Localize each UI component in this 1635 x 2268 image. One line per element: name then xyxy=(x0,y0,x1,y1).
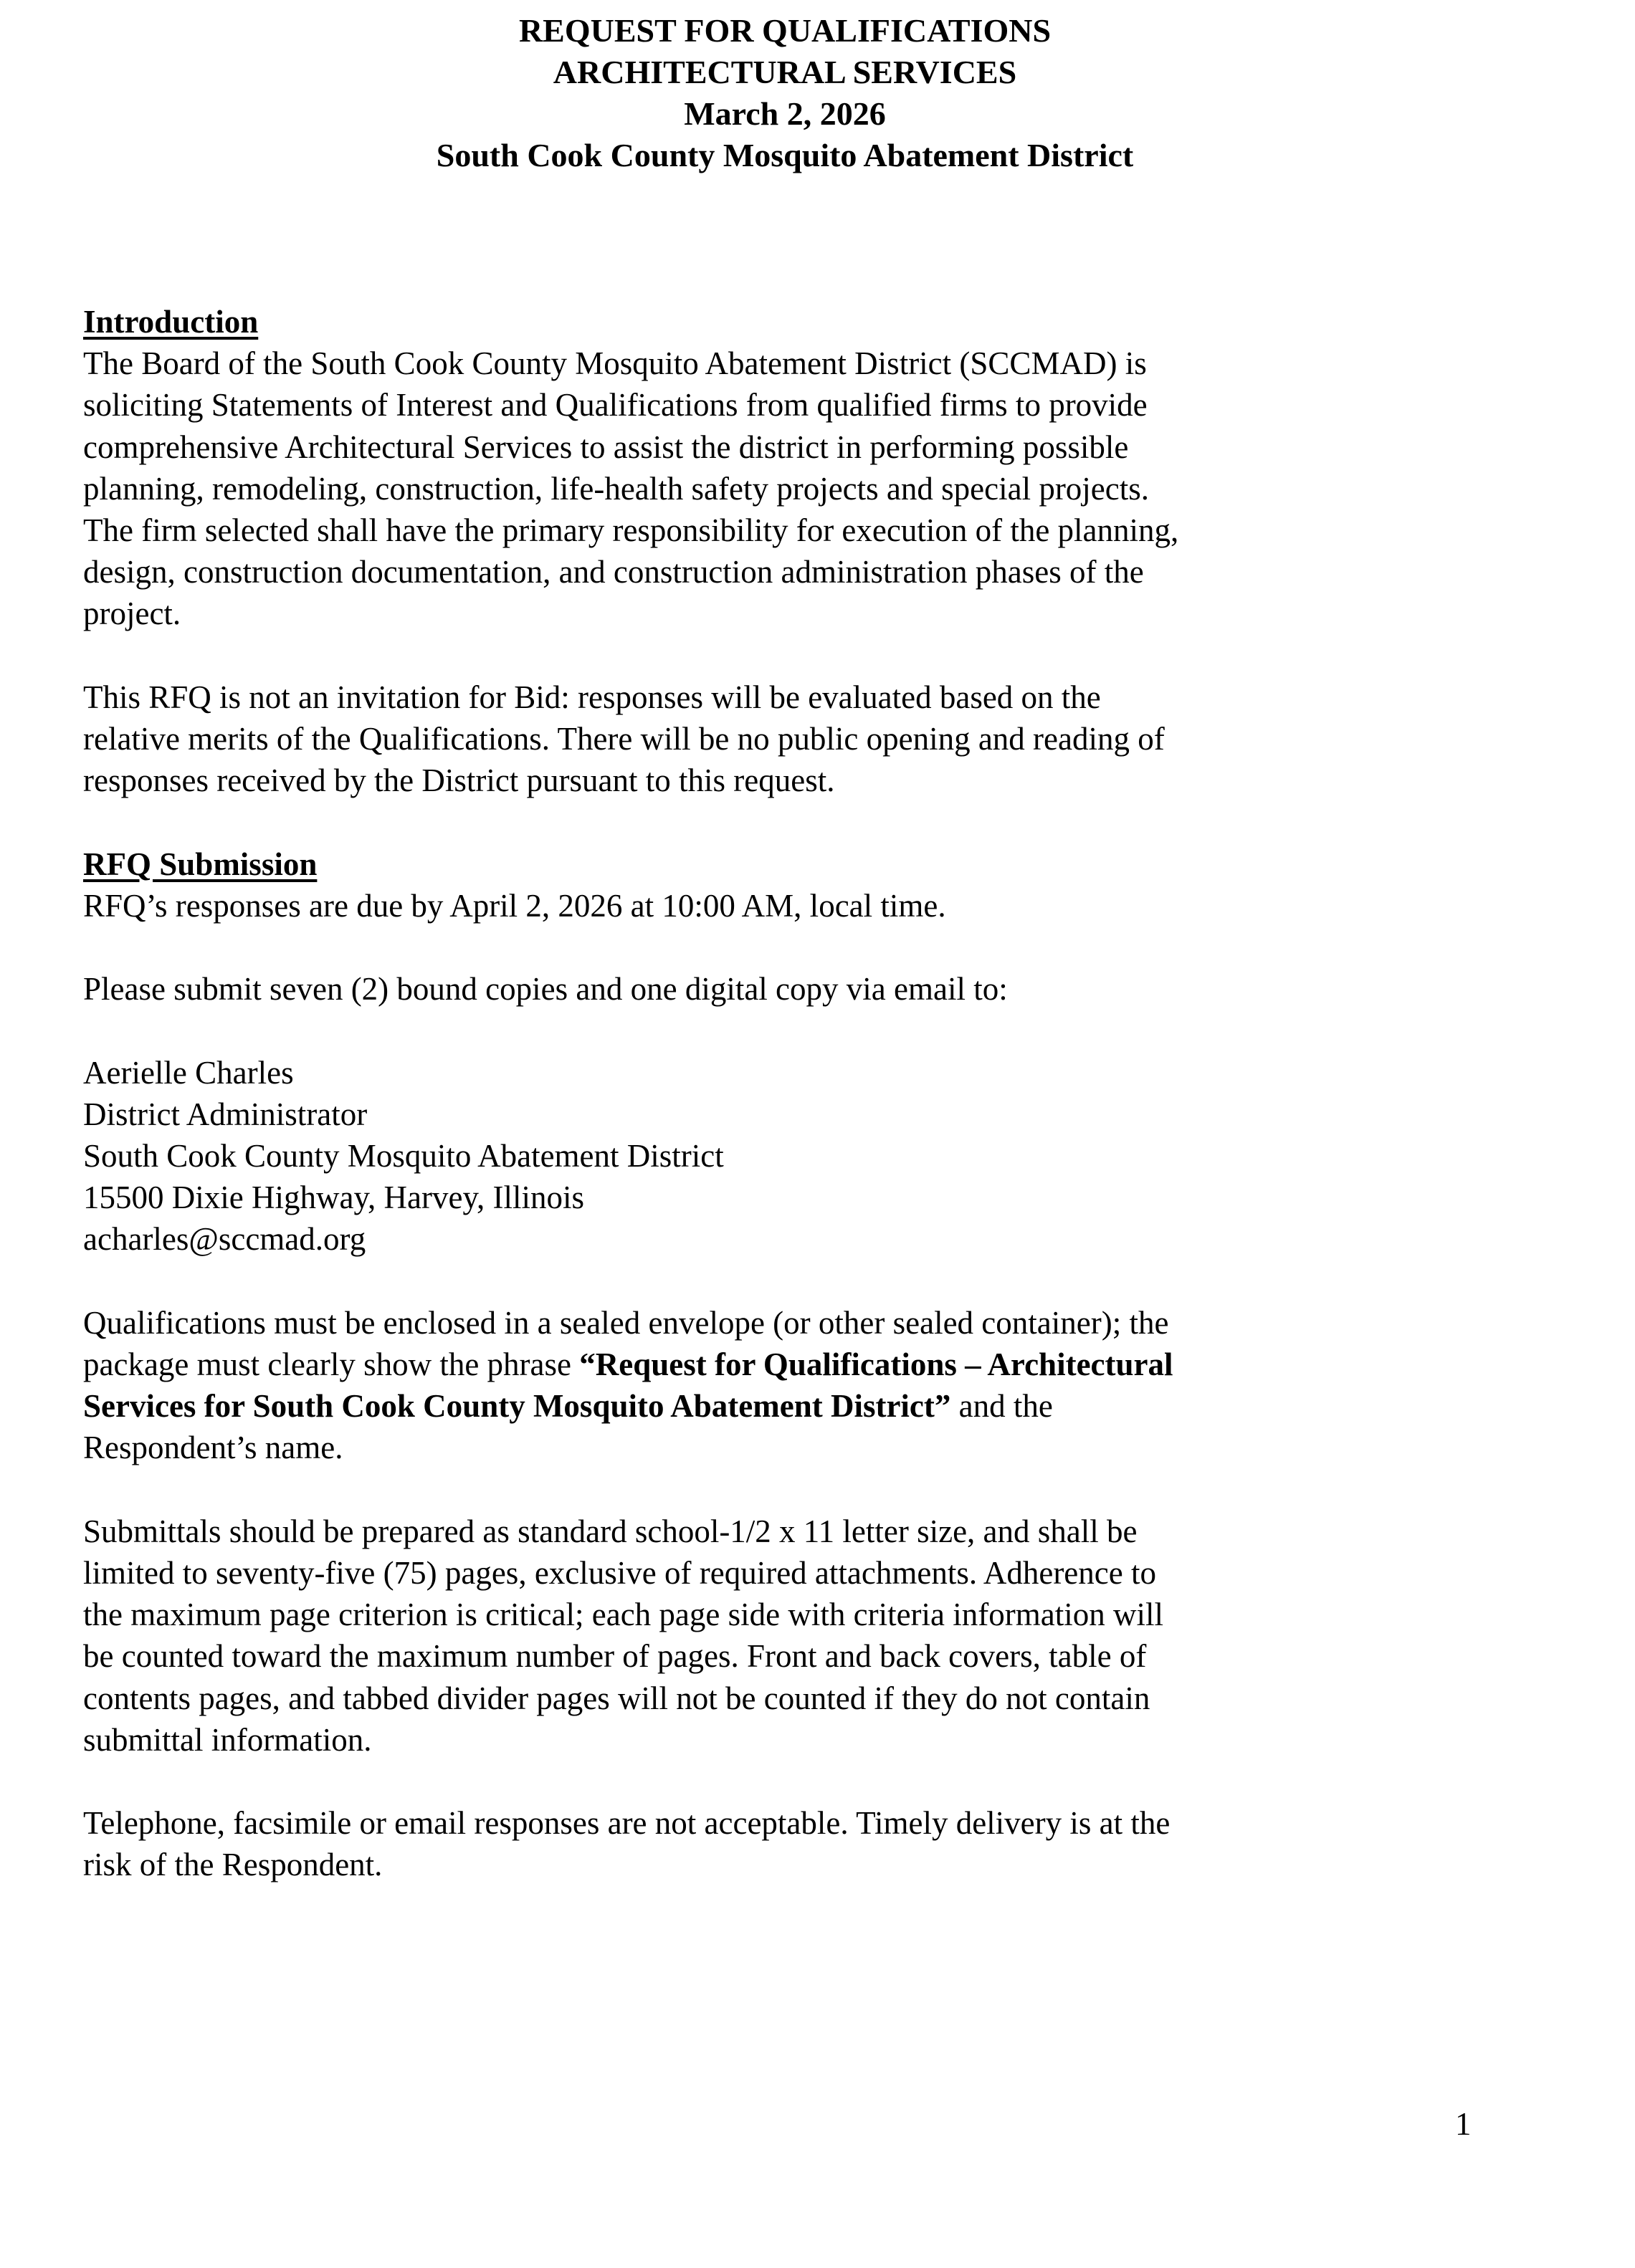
delivery-paragraph xyxy=(83,1802,1524,1885)
paragraph-spacer xyxy=(83,1469,1524,1511)
copies-line: Please submit seven (2) bound copies and one digital copy via email to: xyxy=(83,971,1008,1008)
sealed-envelope-paragraph xyxy=(83,1302,1524,1469)
text-line xyxy=(83,1344,1524,1385)
contact-title: District Administrator xyxy=(83,1096,368,1132)
introduction-heading: Introduction xyxy=(83,304,259,340)
text-line: submittal information. xyxy=(83,1721,372,1758)
contact-organization: South Cook County Mosquito Abatement District xyxy=(83,1138,724,1174)
text-line: planning, remodeling, construction, life-health safety projects and special projects. xyxy=(83,470,1150,507)
copies-paragraph xyxy=(83,968,1524,1010)
contact-name: Aerielle Charles xyxy=(83,1054,294,1091)
paragraph-spacer xyxy=(83,635,1524,676)
text-line: the maximum page criterion is critical; each page side with criteria information will xyxy=(83,1597,1163,1633)
text-line: The firm selected shall have the primary responsibility for execution of the planning, xyxy=(83,512,1179,549)
text-line: Submittals should be prepared as standard school-1/2 x 11 letter size, and shall be xyxy=(83,1513,1138,1549)
text-line: soliciting Statements of Interest and Qualifications from qualified firms to provide xyxy=(83,387,1148,424)
submittal-format-paragraph xyxy=(83,1511,1524,1761)
text-line: be counted toward the maximum number of pages. Front and back covers, table of xyxy=(83,1638,1147,1675)
introduction-section xyxy=(83,301,1524,801)
rfq-not-bid-paragraph xyxy=(83,676,1524,802)
text-line: project. xyxy=(83,595,181,632)
rfq-submission-section xyxy=(83,843,1524,1886)
paragraph-spacer xyxy=(83,1260,1524,1302)
required-phrase-part-1: “Request for Qualifications – Architectural xyxy=(579,1346,1173,1382)
text-line: risk of the Respondent. xyxy=(83,1847,383,1883)
paragraph-spacer xyxy=(83,1010,1524,1051)
text-line: limited to seventy-five (75) pages, exclusive of required attachments. Adherence to xyxy=(83,1555,1156,1591)
text-line xyxy=(83,1385,1524,1427)
section-spacer xyxy=(83,801,1524,843)
text-line: responses received by the District pursuant to this request. xyxy=(83,762,835,799)
title-line-date: March 2, 2026 xyxy=(684,95,886,132)
required-phrase-part-2: Services for South Cook County Mosquito Abatement District” xyxy=(83,1388,951,1425)
text-line: design, construction documentation, and construction administration phases of the xyxy=(83,554,1144,590)
contact-address: 15500 Dixie Highway, Harvey, Illinois xyxy=(83,1180,585,1216)
page-number: 1 xyxy=(1455,2106,1472,2142)
text-line: contents pages, and tabbed divider pages will not be counted if they do not contain xyxy=(83,1680,1150,1716)
title-line-services: ARCHITECTURAL SERVICES xyxy=(553,54,1017,90)
due-date-line: RFQ’s responses are due by April 2, 2026 at 10:00 AM, local time. xyxy=(83,887,946,924)
text-segment: package must clearly show the phrase xyxy=(83,1346,580,1382)
text-line: Telephone, facsimile or email responses are not acceptable. Timely delivery is at the xyxy=(83,1805,1171,1842)
document-body xyxy=(83,301,1524,1886)
title-line-organization: South Cook County Mosquito Abatement District xyxy=(436,137,1134,173)
text-line: Respondent’s name. xyxy=(83,1430,343,1466)
contact-block xyxy=(83,1052,1524,1260)
title-line-rfq: REQUEST FOR QUALIFICATIONS xyxy=(518,12,1052,49)
paragraph-spacer xyxy=(83,927,1524,968)
document-title-block xyxy=(0,10,1570,176)
paragraph-spacer xyxy=(83,1761,1524,1802)
text-line: relative merits of the Qualifications. There will be no public opening and reading of xyxy=(83,721,1165,757)
rfq-submission-heading: RFQ Submission xyxy=(83,846,318,882)
text-line: comprehensive Architectural Services to assist the district in performing possible xyxy=(83,429,1129,465)
due-date-paragraph xyxy=(83,885,1524,927)
text-segment: and the xyxy=(950,1388,1053,1425)
text-line: The Board of the South Cook County Mosquito Abatement District (SCCMAD) is xyxy=(83,345,1147,382)
text-line: Qualifications must be enclosed in a sealed envelope (or other sealed container); the xyxy=(83,1304,1169,1341)
introduction-paragraph xyxy=(83,343,1524,634)
contact-email: acharles@sccmad.org xyxy=(83,1221,366,1258)
text-line: This RFQ is not an invitation for Bid: responses will be evaluated based on the xyxy=(83,679,1101,715)
